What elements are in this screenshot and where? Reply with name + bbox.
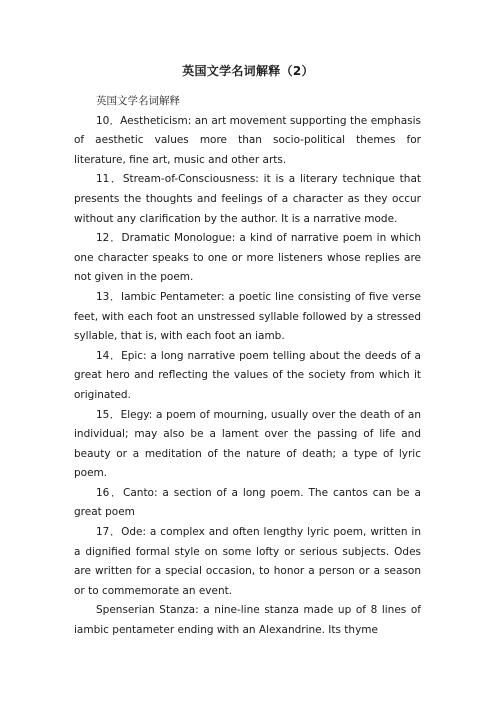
definition-paragraph: 16．Canto: a section of a long poem. The cantos can be a great poem [74,486,421,519]
document-subtitle: 英国文学名词解释 [96,95,180,107]
document-title: 英国文学名词解释（2） [182,64,314,78]
definition-paragraph: 15．Elegy: a poem of mourning, usually over the death of an individual; may also be a lament over the passing of life and beauty or a meditation of the nature of death; a type of lyric poem. [74,408,421,480]
definition-paragraph: Spenserian Stanza: a nine-line stanza made up of 8 lines of iambic pentameter ending with an Alexandrine. Its thyme [74,604,421,637]
definition-paragraph: 11．Stream-of-Consciousness: it is a literary technique that presents the thoughts and feelings of a character as they occur without any clarification by the author. It is a narrative mode. [74,173,421,225]
definition-paragraph: 12．Dramatic Monologue: a kind of narrative poem in which one character speaks to one or more listeners whose replies are not given in the poem. [74,232,421,284]
definition-paragraph: 10．Aestheticism: an art movement supporting the emphasis of aesthetic values more than socio-political themes for literature, fine art, music and other arts. [74,114,421,166]
definition-paragraph: 13．Iambic Pentameter: a poetic line consisting of five verse feet, with each foot an unstressed syllable followed by a stressed syllable, that is, with each foot an iamb. [74,290,421,343]
definition-paragraph: 14．Epic: a long narrative poem telling about the deeds of a great hero and reflecting the values of the society from which it originated. [74,349,421,401]
definition-paragraph: 17．Ode: a complex and often lengthy lyric poem, written in a dignified formal style on some lofty or serious subjects. Odes are written for a special occasion, to honor a person or a season or to commemorate an event. [74,526,421,597]
document-body [74,92,421,641]
